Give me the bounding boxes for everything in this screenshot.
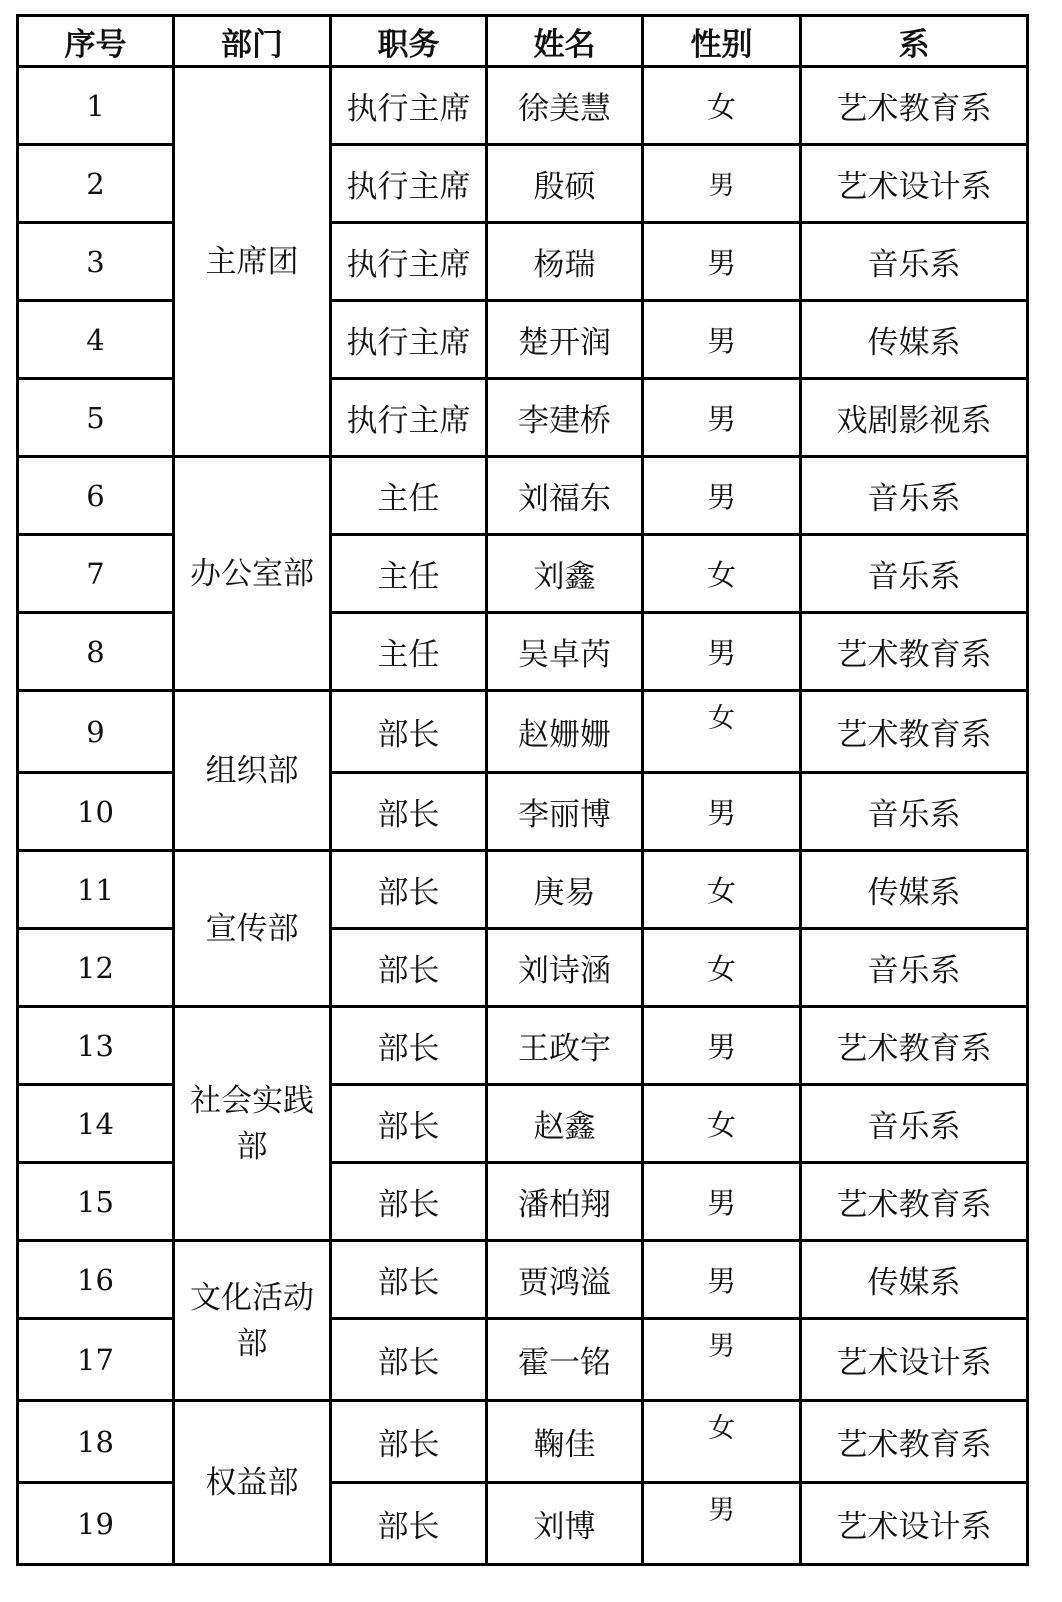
table-row [18, 851, 1028, 929]
table-row [18, 1241, 1028, 1319]
gender-cell: 女 [643, 851, 801, 929]
gender-cell: 男 [643, 379, 801, 457]
table-row [18, 773, 1028, 851]
faculty-cell: 戏剧影视系 [801, 379, 1028, 457]
table-row [18, 613, 1028, 691]
position-cell: 执行主席 [331, 223, 487, 301]
position-cell: 执行主席 [331, 145, 487, 223]
header-position: 职务 [331, 16, 487, 67]
gender-cell: 男 [643, 1241, 801, 1319]
position-cell: 部长 [331, 1483, 487, 1565]
position-cell: 主任 [331, 457, 487, 535]
position-cell: 部长 [331, 851, 487, 929]
position-cell: 部长 [331, 1241, 487, 1319]
faculty-cell: 传媒系 [801, 851, 1028, 929]
table-row [18, 379, 1028, 457]
name-cell: 赵鑫 [487, 1085, 643, 1163]
header-index: 序号 [18, 16, 174, 67]
position-cell: 部长 [331, 1007, 487, 1085]
row-index: 6 [18, 457, 174, 535]
row-index: 10 [18, 773, 174, 851]
faculty-cell: 艺术教育系 [801, 67, 1028, 145]
header-name: 姓名 [487, 16, 643, 67]
position-cell: 部长 [331, 1319, 487, 1401]
row-index: 1 [18, 67, 174, 145]
position-cell: 主任 [331, 535, 487, 613]
faculty-cell: 音乐系 [801, 1085, 1028, 1163]
faculty-cell: 艺术设计系 [801, 1483, 1028, 1565]
name-cell: 庚易 [487, 851, 643, 929]
header-gender: 性别 [643, 16, 801, 67]
gender-cell: 男 [643, 1483, 801, 1565]
table-row [18, 929, 1028, 1007]
gender-cell: 女 [643, 1401, 801, 1483]
faculty-cell: 传媒系 [801, 301, 1028, 379]
name-cell: 刘福东 [487, 457, 643, 535]
gender-cell: 男 [643, 1163, 801, 1241]
faculty-cell: 传媒系 [801, 1241, 1028, 1319]
header-department: 部门 [174, 16, 331, 67]
name-cell: 贾鸿溢 [487, 1241, 643, 1319]
faculty-cell: 艺术教育系 [801, 613, 1028, 691]
faculty-cell: 艺术教育系 [801, 1163, 1028, 1241]
name-cell: 楚开润 [487, 301, 643, 379]
row-index: 4 [18, 301, 174, 379]
gender-cell: 女 [643, 67, 801, 145]
name-cell: 霍一铭 [487, 1319, 643, 1401]
row-index: 19 [18, 1483, 174, 1565]
name-cell: 王政宇 [487, 1007, 643, 1085]
gender-cell: 女 [643, 929, 801, 1007]
name-cell: 徐美慧 [487, 67, 643, 145]
faculty-cell: 音乐系 [801, 223, 1028, 301]
gender-cell: 男 [643, 1007, 801, 1085]
position-cell: 执行主席 [331, 301, 487, 379]
name-cell: 潘柏翔 [487, 1163, 643, 1241]
table-row [18, 1163, 1028, 1241]
gender-cell: 男 [643, 613, 801, 691]
department-cell: 宣传部 [174, 851, 331, 1007]
name-cell: 刘博 [487, 1483, 643, 1565]
row-index: 7 [18, 535, 174, 613]
faculty-cell: 音乐系 [801, 535, 1028, 613]
department-cell: 组织部 [174, 691, 331, 851]
table-row [18, 67, 1028, 145]
name-cell: 李建桥 [487, 379, 643, 457]
department-cell: 权益部 [174, 1401, 331, 1565]
gender-cell: 女 [643, 691, 801, 773]
name-cell: 殷硕 [487, 145, 643, 223]
gender-cell: 男 [643, 457, 801, 535]
position-cell: 部长 [331, 1401, 487, 1483]
table-row [18, 457, 1028, 535]
row-index: 9 [18, 691, 174, 773]
faculty-cell: 艺术教育系 [801, 1007, 1028, 1085]
faculty-cell: 音乐系 [801, 773, 1028, 851]
table-row [18, 1401, 1028, 1483]
gender-cell: 男 [643, 145, 801, 223]
row-index: 12 [18, 929, 174, 1007]
department-cell: 办公室部 [174, 457, 331, 691]
position-cell: 部长 [331, 773, 487, 851]
table-row [18, 301, 1028, 379]
position-cell: 部长 [331, 1085, 487, 1163]
row-index: 13 [18, 1007, 174, 1085]
gender-cell: 女 [643, 535, 801, 613]
name-cell: 吴卓芮 [487, 613, 643, 691]
header-row [18, 16, 1028, 67]
position-cell: 执行主席 [331, 379, 487, 457]
faculty-cell: 艺术教育系 [801, 1401, 1028, 1483]
table-row [18, 1319, 1028, 1401]
position-cell: 部长 [331, 929, 487, 1007]
name-cell: 刘鑫 [487, 535, 643, 613]
row-index: 3 [18, 223, 174, 301]
table-row [18, 535, 1028, 613]
position-cell: 部长 [331, 1163, 487, 1241]
gender-cell: 男 [643, 223, 801, 301]
department-cell: 文化活动部 [174, 1241, 331, 1401]
name-cell: 赵姗姗 [487, 691, 643, 773]
position-cell: 主任 [331, 613, 487, 691]
department-cell: 主席团 [174, 67, 331, 457]
name-cell: 李丽博 [487, 773, 643, 851]
row-index: 8 [18, 613, 174, 691]
position-cell: 部长 [331, 691, 487, 773]
row-index: 14 [18, 1085, 174, 1163]
position-cell: 执行主席 [331, 67, 487, 145]
gender-cell: 男 [643, 773, 801, 851]
department-cell: 社会实践部 [174, 1007, 331, 1241]
row-index: 5 [18, 379, 174, 457]
table-row [18, 145, 1028, 223]
faculty-cell: 艺术设计系 [801, 1319, 1028, 1401]
name-cell: 杨瑞 [487, 223, 643, 301]
row-index: 11 [18, 851, 174, 929]
name-cell: 鞠佳 [487, 1401, 643, 1483]
gender-cell: 男 [643, 1319, 801, 1401]
table-row [18, 1007, 1028, 1085]
table-row [18, 691, 1028, 773]
table-row [18, 223, 1028, 301]
row-index: 15 [18, 1163, 174, 1241]
row-index: 2 [18, 145, 174, 223]
row-index: 17 [18, 1319, 174, 1401]
faculty-cell: 音乐系 [801, 929, 1028, 1007]
gender-cell: 男 [643, 301, 801, 379]
roster-table [16, 14, 1029, 1566]
table-row [18, 1483, 1028, 1565]
row-index: 16 [18, 1241, 174, 1319]
faculty-cell: 艺术设计系 [801, 145, 1028, 223]
name-cell: 刘诗涵 [487, 929, 643, 1007]
table-row [18, 1085, 1028, 1163]
gender-cell: 女 [643, 1085, 801, 1163]
header-faculty: 系 [801, 16, 1028, 67]
row-index: 18 [18, 1401, 174, 1483]
faculty-cell: 艺术教育系 [801, 691, 1028, 773]
faculty-cell: 音乐系 [801, 457, 1028, 535]
